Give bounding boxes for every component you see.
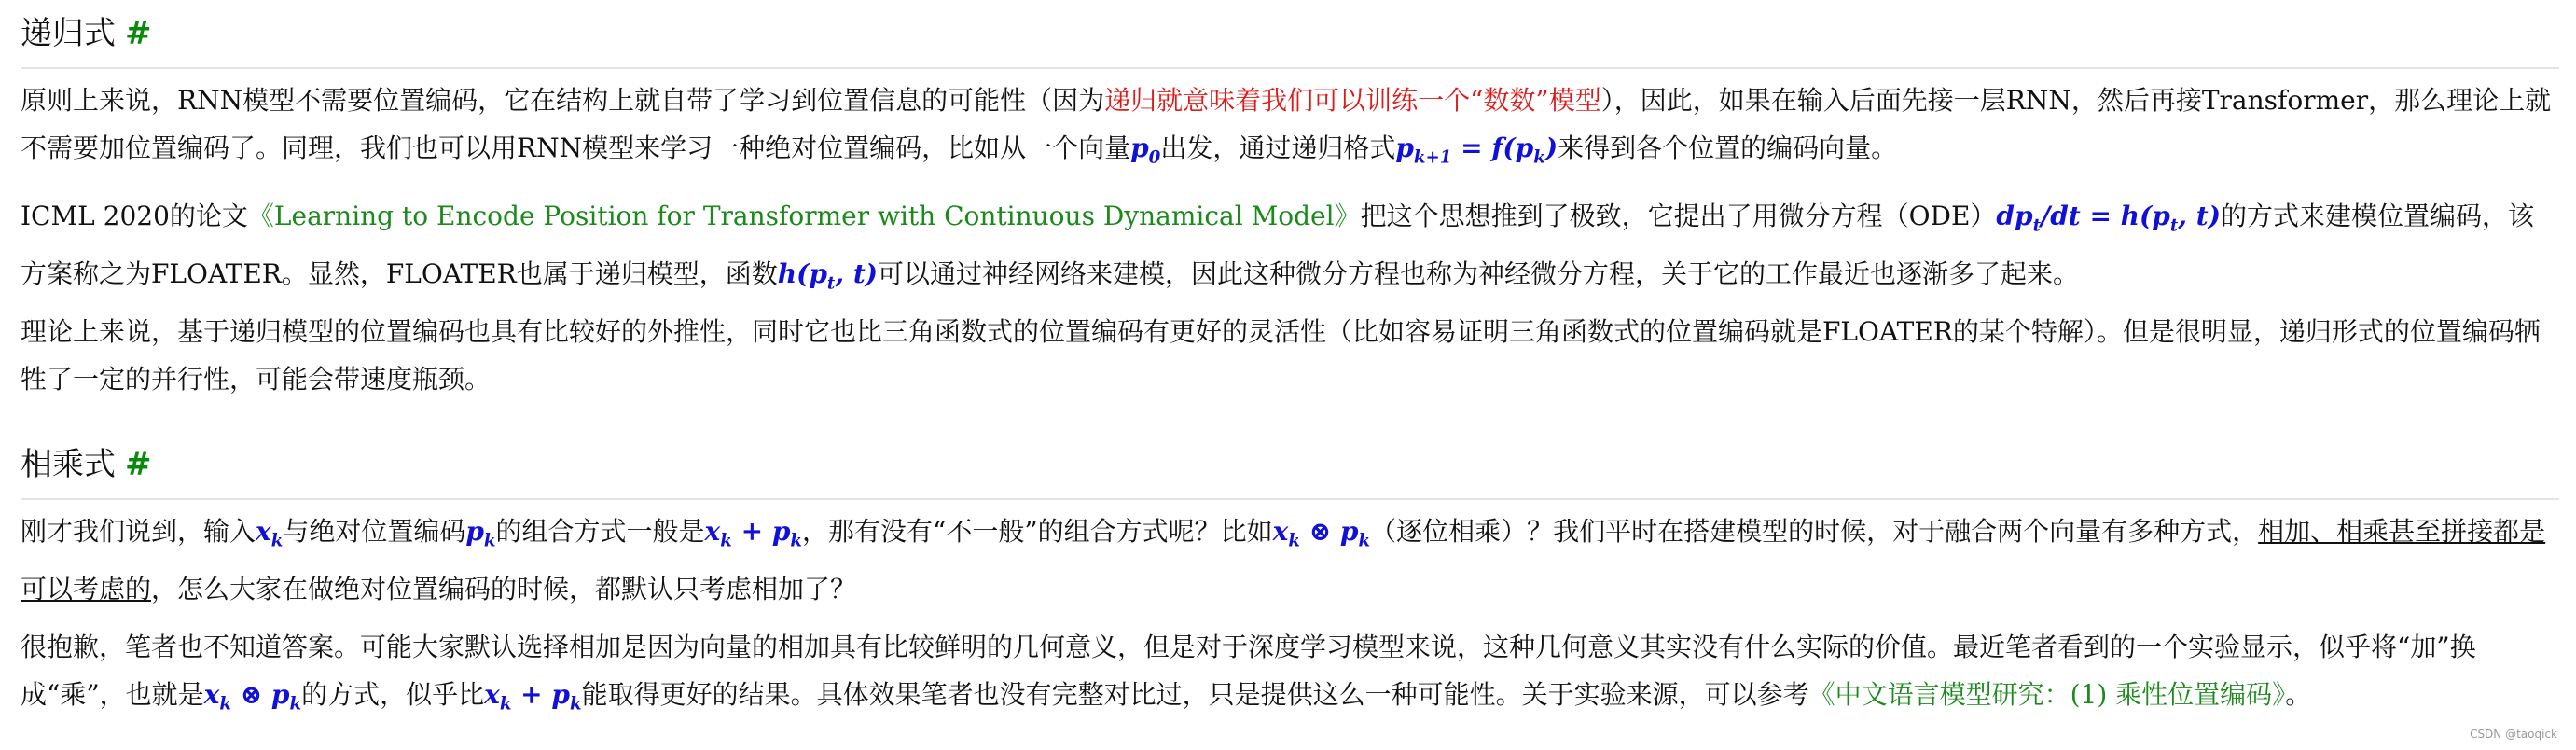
math-xk: $x_k$	[256, 516, 284, 551]
text-span: 原则上来说，RNN模型不需要位置编码，它在结构上就自带了学习到位置信息的可能性（因为	[21, 85, 1105, 116]
underlined-text: 相加、相乘甚至拼接都是可以考虑的	[21, 516, 2546, 604]
heading-anchor-link[interactable]: #	[125, 15, 152, 52]
math-pk: $p_k$	[465, 516, 496, 551]
paragraph-combination	[21, 507, 2559, 613]
text-span: 可以通过神经网络来建模，因此这种微分方程也称为神经微分方程，关于它的工作最近也逐渐多了起来。	[878, 257, 2080, 289]
text-span: 的组合方式一般是	[495, 516, 705, 547]
math-p0: $p_0$	[1130, 132, 1161, 168]
text-span: 的方式来建模位置编码，该方案称之为FLOATER。显然，FLOATER也属于递归模型，函数	[21, 201, 2534, 289]
heading-anchor-link[interactable]: #	[125, 446, 152, 483]
text-span: ，那有没有“不一般”的组合方式呢？比如	[802, 516, 1273, 547]
paragraph-floater	[21, 192, 2559, 307]
heading-text: 相乘式	[21, 446, 116, 483]
math-sum: $x_k + p_k$	[704, 516, 803, 551]
math-recursion-formula: $p_{k+1} = f(p_k)$	[1395, 132, 1558, 168]
section-heading-recursive	[21, 0, 2559, 69]
text-span: 出发，通过递归格式	[1160, 132, 1396, 163]
highlighted-text: 递归就意味着我们可以训练一个“数数”模型	[1104, 85, 1601, 116]
text-span: ，怎么大家在做绝对位置编码的时候，都默认只考虑相加了？	[151, 573, 857, 604]
text-span: 很抱歉，笔者也不知道答案。可能大家默认选择相加是因为向量的相加具有比较鲜明的几何意义，但是对于深度学习模型来说，这种几何意义其实没有什么实际的价值。最近笔者看到的一个实验显示，似乎将“加”换成“乘”，也就是	[21, 632, 2476, 710]
paragraph-answer	[21, 623, 2559, 729]
paragraph-extrapolation: 理论上来说，基于递归模型的位置编码也具有比较好的外推性，同时它也比三角函数式的位置编码有更好的灵活性（比如容易证明三角函数式的位置编码就是FLOATER的某个特解）。但是很明显，递归形式的位置编码牺牲了一定的并行性，可能会带速度瓶颈。	[21, 316, 2541, 395]
section-heading-multiplicative	[21, 431, 2559, 500]
text-span: ICML 2020的论文	[21, 201, 248, 231]
text-span: 与绝对位置编码	[283, 516, 466, 547]
math-h-function: $h(p_t$, t)	[777, 257, 879, 294]
heading-text: 递归式	[21, 15, 116, 52]
text-span: 。	[2285, 679, 2312, 710]
math-product: $x_k$ ⊗ $p_k$	[203, 679, 302, 715]
text-span: 把这个思想推到了极致，它提出了用微分方程（ODE）	[1360, 201, 1997, 231]
text-span: 的方式，似乎比	[301, 679, 485, 710]
text-span: 来得到各个位置的编码向量。	[1558, 132, 1898, 163]
watermark: CSDN @taoqick	[2470, 728, 2557, 741]
math-sum: $x_k + p_k$	[484, 679, 582, 715]
paper-link-floater[interactable]: 《Learning to Encode Position for Transformer with Continuous Dynamical Model》	[247, 201, 1361, 231]
article-link-multiplicative[interactable]: 《中文语言模型研究：(1) 乘性位置编码》	[1808, 679, 2286, 710]
math-ode: $dp_t/dt = h(p_t$, t)	[1996, 201, 2221, 236]
text-span: 刚才我们说到，输入	[21, 516, 256, 547]
paragraph-rnn	[21, 76, 2559, 182]
math-product: $x_k$ ⊗ $p_k$	[1272, 516, 1371, 551]
text-span: ），因此，如果在输入后面先接一层RNN，然后再接Transformer，那么理论上就不需要加位置编码了。同理，我们也可以用RNN模型来学习一种绝对位置编码，比如从一个向量	[21, 85, 2552, 163]
text-span: 能取得更好的结果。具体效果笔者也没有完整对比过，只是提供这么一种可能性。关于实验来源，可以参考	[581, 679, 1809, 710]
text-span: （逐位相乘）？我们平时在搭建模型的时候，对于融合两个向量有多种方式，	[1370, 516, 2259, 547]
